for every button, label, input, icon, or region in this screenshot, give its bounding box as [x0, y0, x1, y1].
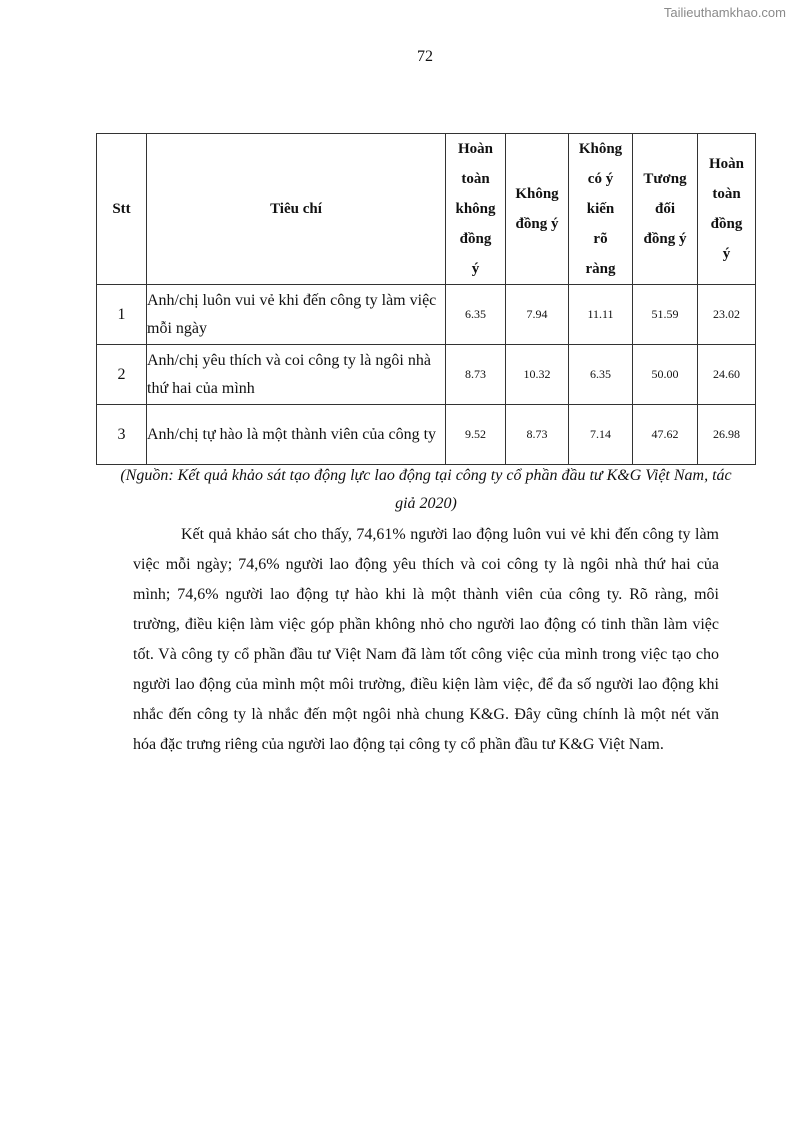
cell-value: 11.11: [569, 285, 633, 345]
row-criteria: Anh/chị yêu thích và coi công ty là ngôi nhà thứ hai của mình: [147, 345, 446, 405]
survey-table: [96, 133, 756, 465]
table-row: [97, 285, 756, 345]
cell-value: 8.73: [506, 405, 569, 465]
table-source-caption: (Nguồn: Kết quả khảo sát tạo động lực lao động tại công ty cổ phần đầu tư K&G Việt Nam, tác giả 2020): [120, 467, 732, 512]
row-stt: 2: [97, 345, 147, 405]
cell-value: 7.94: [506, 285, 569, 345]
header-criteria: Tiêu chí: [147, 134, 446, 285]
row-criteria: Anh/chị luôn vui vẻ khi đến công ty làm việc mỗi ngày: [147, 285, 446, 345]
cell-value: 47.62: [633, 405, 698, 465]
header-strongly-agree: Hoàn toàn đồng ý: [698, 134, 756, 285]
cell-value: 10.32: [506, 345, 569, 405]
cell-value: 7.14: [569, 405, 633, 465]
header-stt: Stt: [97, 134, 147, 285]
row-stt: 3: [97, 405, 147, 465]
cell-value: 24.60: [698, 345, 756, 405]
table-row: [97, 405, 756, 465]
cell-value: 6.35: [446, 285, 506, 345]
header-no-opinion: Không có ý kiến rõ ràng: [569, 134, 633, 285]
cell-value: 50.00: [633, 345, 698, 405]
header-strongly-disagree: Hoàn toàn không đồng ý: [446, 134, 506, 285]
body-paragraph: Kết quả khảo sát cho thấy, 74,61% người lao động luôn vui vẻ khi đến công ty làm việc mỗi ngày; 74,6% người lao động yêu thích và coi công ty là ngôi nhà thứ hai của mình; 74,6% người lao động tự hào khi là một thành viên của công ty. Rõ ràng, môi trường, điều kiện làm việc góp phần không nhỏ cho người lao động có tinh thần làm việc tốt. Và công ty cổ phần đầu tư Việt Nam đã làm tốt công việc của mình trong việc tạo cho người lao động của mình một môi trường, điều kiện làm việc, để đa số người lao động khi nhắc đến công ty là nhắc đến một ngôi nhà chung K&G. Đây cũng chính là một nét văn hóa đặc trưng riêng của người lao động tại công ty cổ phần đầu tư K&G Việt Nam.: [133, 526, 719, 753]
header-somewhat-agree: Tương đối đồng ý: [633, 134, 698, 285]
row-criteria: Anh/chị tự hào là một thành viên của công ty: [147, 405, 446, 465]
table-row: [97, 345, 756, 405]
page-number: 72: [417, 48, 433, 65]
row-stt: 1: [97, 285, 147, 345]
header-disagree: Không đồng ý: [506, 134, 569, 285]
table-header-row: [97, 134, 756, 285]
cell-value: 6.35: [569, 345, 633, 405]
cell-value: 26.98: [698, 405, 756, 465]
cell-value: 51.59: [633, 285, 698, 345]
cell-value: 9.52: [446, 405, 506, 465]
cell-value: 8.73: [446, 345, 506, 405]
cell-value: 23.02: [698, 285, 756, 345]
watermark: Tailieuthamkhao.com: [663, 5, 786, 20]
